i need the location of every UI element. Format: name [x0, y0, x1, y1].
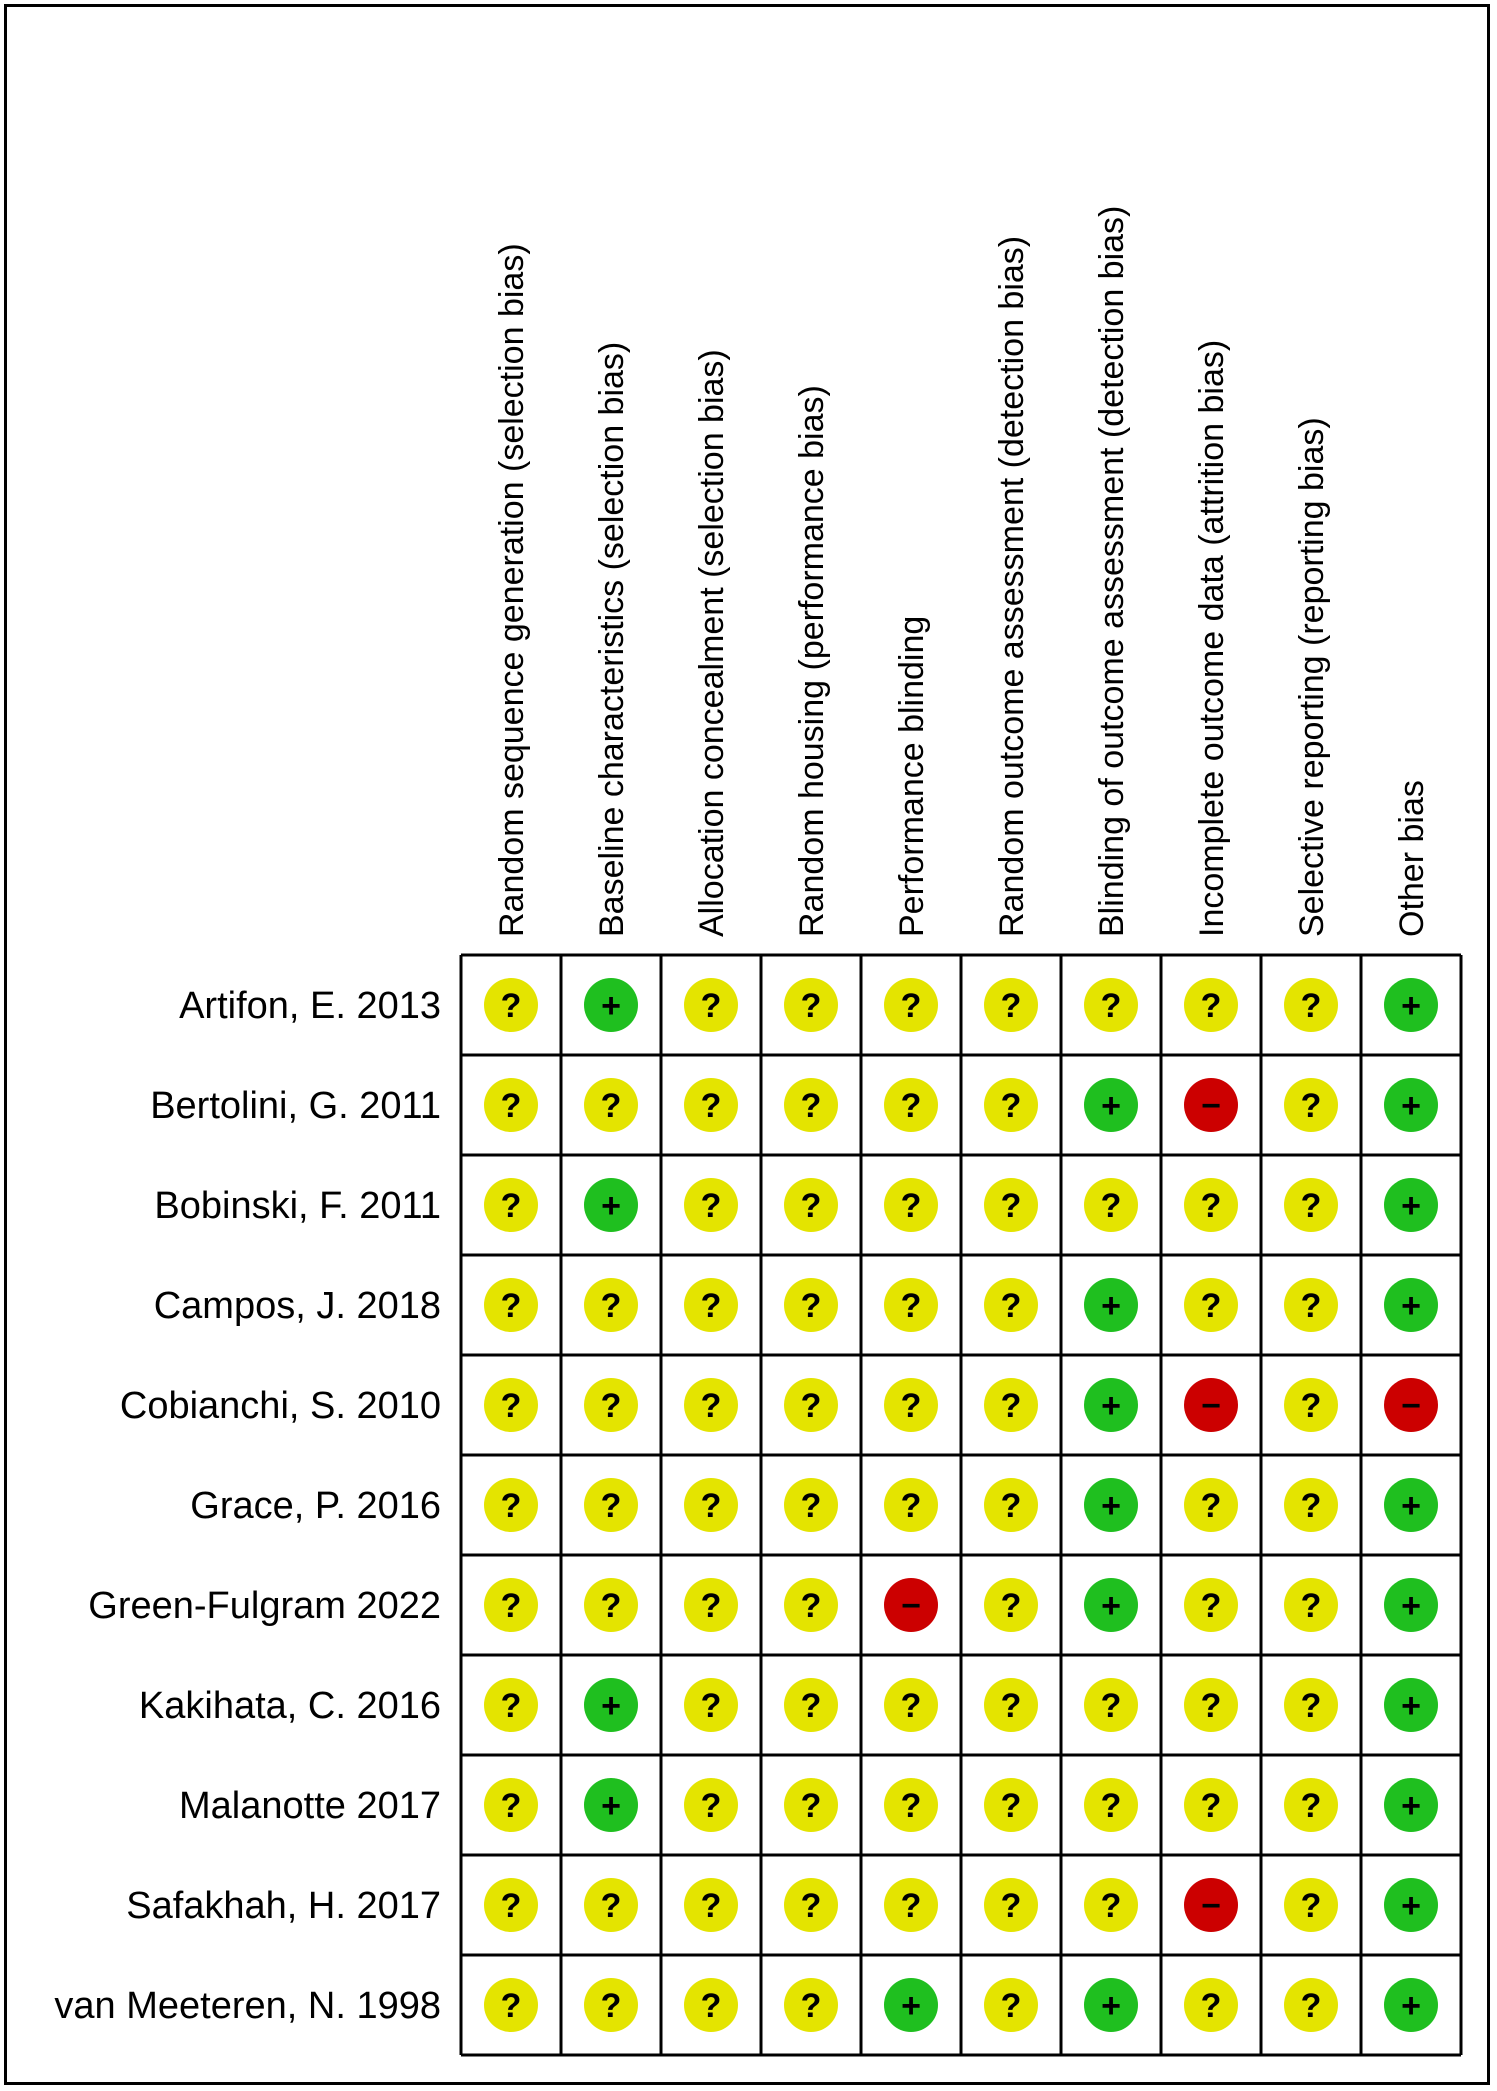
rating-symbol: ? — [1300, 987, 1322, 1025]
rating-symbol: ? — [600, 1887, 622, 1925]
rating-symbol: + — [601, 1787, 621, 1825]
rating-symbol: − — [1201, 1387, 1221, 1425]
column-header: Random housing (performance bias) — [793, 385, 831, 937]
rating-symbol: ? — [1300, 1087, 1322, 1125]
rating-symbol: ? — [500, 1387, 522, 1425]
rating-symbol: ? — [1200, 1287, 1222, 1325]
rating-symbol: ? — [700, 1587, 722, 1625]
rating-symbol: ? — [600, 1587, 622, 1625]
rating-symbol: ? — [700, 1687, 722, 1725]
rating-symbol: ? — [1000, 1187, 1022, 1225]
rating-symbol: ? — [600, 1987, 622, 2025]
rating-symbol: ? — [600, 1287, 622, 1325]
rating-symbol: ? — [1300, 1987, 1322, 2025]
rating-symbol: + — [1401, 1187, 1421, 1225]
rating-symbol: ? — [1300, 1387, 1322, 1425]
rating-symbol: ? — [700, 1087, 722, 1125]
column-header: Allocation concealment (selection bias) — [693, 349, 731, 937]
rating-symbol: ? — [700, 1287, 722, 1325]
rating-symbol: + — [1401, 1987, 1421, 2025]
rating-symbol: ? — [1100, 1787, 1122, 1825]
rating-symbol: − — [1401, 1387, 1421, 1425]
study-label: Green-Fulgram 2022 — [88, 1585, 441, 1627]
rating-symbol: + — [1401, 1287, 1421, 1325]
column-header: Blinding of outcome assessment (detection bias) — [1093, 205, 1131, 937]
study-label: Safakhah, H. 2017 — [126, 1885, 441, 1927]
rating-symbol: ? — [1200, 1687, 1222, 1725]
rating-symbol: + — [1401, 1787, 1421, 1825]
rating-symbol: ? — [800, 1987, 822, 2025]
rating-symbol: ? — [1000, 1587, 1022, 1625]
rating-symbol: + — [1401, 1887, 1421, 1925]
rating-symbol: ? — [1000, 987, 1022, 1025]
rating-symbol: ? — [900, 1487, 922, 1525]
rating-symbol: ? — [1100, 1187, 1122, 1225]
rating-symbol: ? — [1000, 1287, 1022, 1325]
rating-symbol: ? — [800, 1287, 822, 1325]
study-label: van Meeteren, N. 1998 — [54, 1985, 441, 2027]
rating-symbol: ? — [700, 1487, 722, 1525]
rating-symbol: ? — [1200, 987, 1222, 1025]
rating-symbol: ? — [900, 1787, 922, 1825]
study-label: Kakihata, C. 2016 — [138, 1685, 441, 1727]
rating-symbol: + — [601, 1187, 621, 1225]
rating-symbol: ? — [800, 1587, 822, 1625]
rating-symbol: ? — [800, 1887, 822, 1925]
rating-symbol: ? — [800, 987, 822, 1025]
study-label: Bobinski, F. 2011 — [154, 1185, 441, 1227]
rating-symbol: ? — [500, 1087, 522, 1125]
rating-symbol: ? — [1300, 1887, 1322, 1925]
rating-symbol: ? — [800, 1487, 822, 1525]
rating-symbol: ? — [500, 1587, 522, 1625]
rating-symbol: ? — [1000, 1687, 1022, 1725]
column-header: Performance blinding — [893, 615, 931, 937]
rating-symbol: ? — [500, 987, 522, 1025]
study-label: Malanotte 2017 — [179, 1785, 441, 1827]
rating-symbol: ? — [800, 1787, 822, 1825]
rating-symbol: ? — [900, 987, 922, 1025]
rating-symbol: ? — [900, 1687, 922, 1725]
study-label: Cobianchi, S. 2010 — [119, 1385, 441, 1427]
rating-symbol: ? — [1000, 1487, 1022, 1525]
rating-symbol: ? — [1200, 1487, 1222, 1525]
rating-symbol: ? — [1200, 1587, 1222, 1625]
rating-symbol: ? — [600, 1387, 622, 1425]
rating-symbol: ? — [600, 1087, 622, 1125]
rating-symbol: ? — [500, 1887, 522, 1925]
rating-symbol: ? — [500, 1287, 522, 1325]
column-header: Incomplete outcome data (attrition bias) — [1193, 339, 1231, 937]
rating-symbol: ? — [700, 1387, 722, 1425]
study-label: Campos, J. 2018 — [153, 1285, 441, 1327]
rating-symbol: + — [1401, 1687, 1421, 1725]
rating-symbol: ? — [1000, 1887, 1022, 1925]
rating-symbol: + — [1401, 1087, 1421, 1125]
rating-symbol: + — [1101, 1087, 1121, 1125]
rating-symbol: + — [601, 987, 621, 1025]
rating-symbol: ? — [1200, 1187, 1222, 1225]
rating-symbol: ? — [1000, 1387, 1022, 1425]
rating-symbol: + — [1101, 1987, 1121, 2025]
rating-symbol: ? — [500, 1487, 522, 1525]
column-header: Baseline characteristics (selection bias) — [593, 341, 631, 937]
study-label: Bertolini, G. 2011 — [150, 1085, 441, 1127]
rating-symbol: ? — [800, 1187, 822, 1225]
rating-symbol: ? — [900, 1387, 922, 1425]
rating-symbol: ? — [800, 1687, 822, 1725]
rating-symbol: ? — [1000, 1987, 1022, 2025]
rating-symbol: ? — [1300, 1787, 1322, 1825]
rating-symbol: ? — [700, 987, 722, 1025]
column-header: Selective reporting (reporting bias) — [1293, 417, 1331, 937]
rating-symbol: + — [1401, 1487, 1421, 1525]
rating-symbol: ? — [1300, 1187, 1322, 1225]
rating-symbol: ? — [1300, 1287, 1322, 1325]
rating-symbol: + — [1101, 1287, 1121, 1325]
rating-symbol: − — [1201, 1087, 1221, 1125]
rating-symbol: ? — [900, 1887, 922, 1925]
rating-symbol: + — [1401, 987, 1421, 1025]
rating-symbol: ? — [500, 1987, 522, 2025]
rating-symbol: ? — [600, 1487, 622, 1525]
rating-symbol: + — [1401, 1587, 1421, 1625]
rating-symbol: ? — [700, 1187, 722, 1225]
rating-symbol: ? — [700, 1887, 722, 1925]
study-label: Artifon, E. 2013 — [179, 985, 441, 1027]
rating-symbol: ? — [1300, 1587, 1322, 1625]
rating-symbol: ? — [900, 1087, 922, 1125]
column-header: Random sequence generation (selection bias) — [493, 243, 531, 937]
rating-symbol: ? — [1000, 1787, 1022, 1825]
rating-symbol: − — [901, 1587, 921, 1625]
rating-symbol: ? — [700, 1987, 722, 2025]
rating-symbol: ? — [1200, 1987, 1222, 2025]
rating-symbol: + — [1101, 1387, 1121, 1425]
rating-symbol: ? — [1000, 1087, 1022, 1125]
rating-symbol: ? — [1300, 1687, 1322, 1725]
column-header: Other bias — [1393, 780, 1431, 937]
rating-symbol: ? — [900, 1287, 922, 1325]
rating-symbol: ? — [800, 1387, 822, 1425]
rating-symbol: − — [1201, 1887, 1221, 1925]
rating-symbol: + — [1101, 1587, 1121, 1625]
rating-symbol: ? — [700, 1787, 722, 1825]
rating-symbol: ? — [800, 1087, 822, 1125]
rating-symbol: ? — [1200, 1787, 1222, 1825]
column-header: Random outcome assessment (detection bias) — [993, 235, 1031, 937]
study-label: Grace, P. 2016 — [190, 1485, 441, 1527]
rating-symbol: + — [601, 1687, 621, 1725]
rating-symbol: ? — [1100, 1687, 1122, 1725]
rating-symbol: ? — [500, 1787, 522, 1825]
rating-symbol: ? — [1100, 1887, 1122, 1925]
rating-symbol: + — [1101, 1487, 1121, 1525]
rating-symbol: ? — [1300, 1487, 1322, 1525]
rating-symbol: ? — [900, 1187, 922, 1225]
rating-symbol: ? — [1100, 987, 1122, 1025]
rating-symbol: + — [901, 1987, 921, 2025]
rating-symbol: ? — [500, 1187, 522, 1225]
rating-symbol: ? — [500, 1687, 522, 1725]
